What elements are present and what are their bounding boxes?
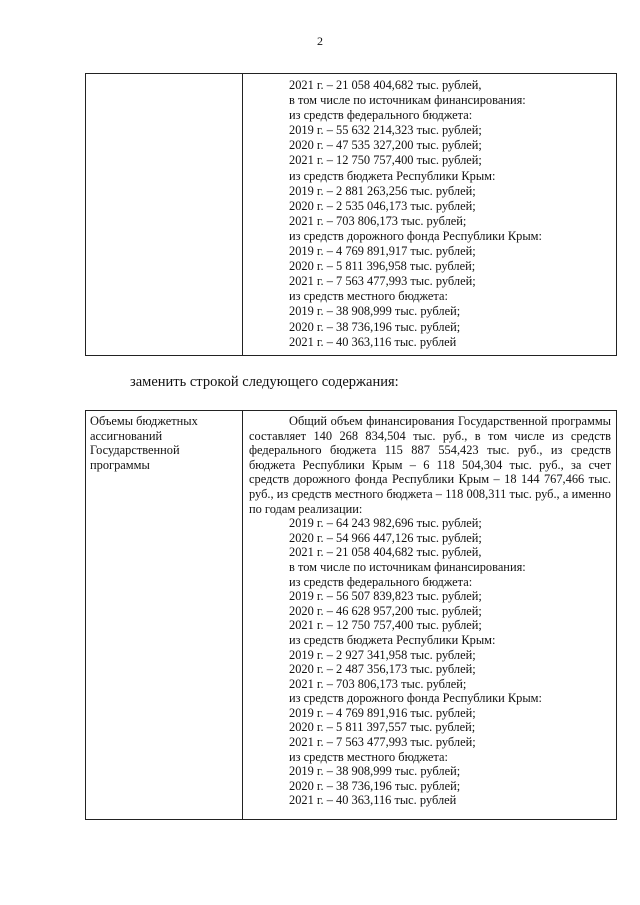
table-line: 2019 г. – 38 908,999 тыс. рублей; [289,764,461,779]
table-line: из средств федерального бюджета: [289,574,473,589]
table-line: 2019 г. – 4 769 891,917 тыс. рублей; [289,244,476,259]
table-line: из средств бюджета Республики Крым: [289,168,496,183]
table-line: в том числе по источникам финансирования: [289,559,526,574]
table-line: 2019 г. – 4 769 891,916 тыс. рублей; [289,705,476,720]
table-line: 2020 г. – 54 966 447,126 тыс. рублей; [289,530,482,545]
funding-table-new [85,410,617,820]
table-line: из средств федерального бюджета: [289,108,473,123]
table-line: 2021 г. – 12 750 757,400 тыс. рублей; [289,153,482,168]
table-line: 2019 г. – 56 507 839,823 тыс. рублей; [289,589,482,604]
budget-allocations-label: Объемы бюджетных ассигнований Государственной программы [86,411,243,819]
table-line: 2021 г. – 40 363,116 тыс. рублей [289,793,457,808]
table-line: 2021 г. – 7 563 477,993 тыс. рублей; [289,735,476,750]
table-line: 2021 г. – 12 750 757,400 тыс. рублей; [289,618,482,633]
table-line: 2020 г. – 5 811 396,958 тыс. рублей; [289,259,476,274]
table-line: 2021 г. – 21 058 404,682 тыс. рублей, [289,545,482,560]
table-line: 2019 г. – 64 243 982,696 тыс. рублей; [289,516,482,531]
table-line: 2019 г. – 2 927 341,958 тыс. рублей; [289,647,476,662]
table-line: из средств бюджета Республики Крым: [289,632,496,647]
table-line: 2019 г. – 38 908,999 тыс. рублей; [289,304,461,319]
table-right-cell [243,411,616,819]
table-line: из средств местного бюджета: [289,749,448,764]
table-line: 2020 г. – 2 535 046,173 тыс. рублей; [289,198,476,213]
table-line: 2021 г. – 40 363,116 тыс. рублей [289,334,457,349]
table-line: 2020 г. – 46 628 957,200 тыс. рублей; [289,603,482,618]
funding-table-old [85,73,617,356]
page-number: 2 [317,34,323,48]
table-line: 2021 г. – 7 563 477,993 тыс. рублей; [289,274,476,289]
table-line: 2020 г. – 38 736,196 тыс. рублей; [289,778,461,793]
table-line: 2019 г. – 2 881 263,256 тыс. рублей; [289,183,476,198]
table-line: в том числе по источникам финансирования: [289,93,526,108]
table-line: из средств дорожного фонда Республики Крым: [289,691,542,706]
table-line: 2020 г. – 38 736,196 тыс. рублей; [289,319,461,334]
funding-intro-paragraph: Общий объем финансирования Государственной программы составляет 140 268 834,504 тыс. руб., в том числе из средств федерального бюджета 115 887 554,423 тыс. руб., из средств бюджета Республики Крым – 6 118 504,304 тыс. руб., за счет средств дорожного фонда Республики Крым – 18 144 767,466 тыс. руб., из средств местного бюджета – 118 008,311 тыс. руб., а именно по годам реализации: [249,414,611,516]
table-line: из средств дорожного фонда Республики Крым: [289,228,542,243]
table-line: 2019 г. – 55 632 214,323 тыс. рублей; [289,123,482,138]
table-line: 2020 г. – 5 811 397,557 тыс. рублей; [289,720,476,735]
table-left-cell [86,74,243,355]
table-line: 2021 г. – 703 806,173 тыс. рублей; [289,213,467,228]
table-right-cell [243,74,616,355]
table-line: 2021 г. – 21 058 404,682 тыс. рублей, [289,78,482,92]
table-line: из средств местного бюджета: [289,289,448,304]
table-line: 2020 г. – 47 535 327,200 тыс. рублей; [289,138,482,153]
replace-instruction: заменить строкой следующего содержания: [130,374,399,390]
table-line: 2020 г. – 2 487 356,173 тыс. рублей; [289,662,476,677]
table-line: 2021 г. – 703 806,173 тыс. рублей; [289,676,467,691]
